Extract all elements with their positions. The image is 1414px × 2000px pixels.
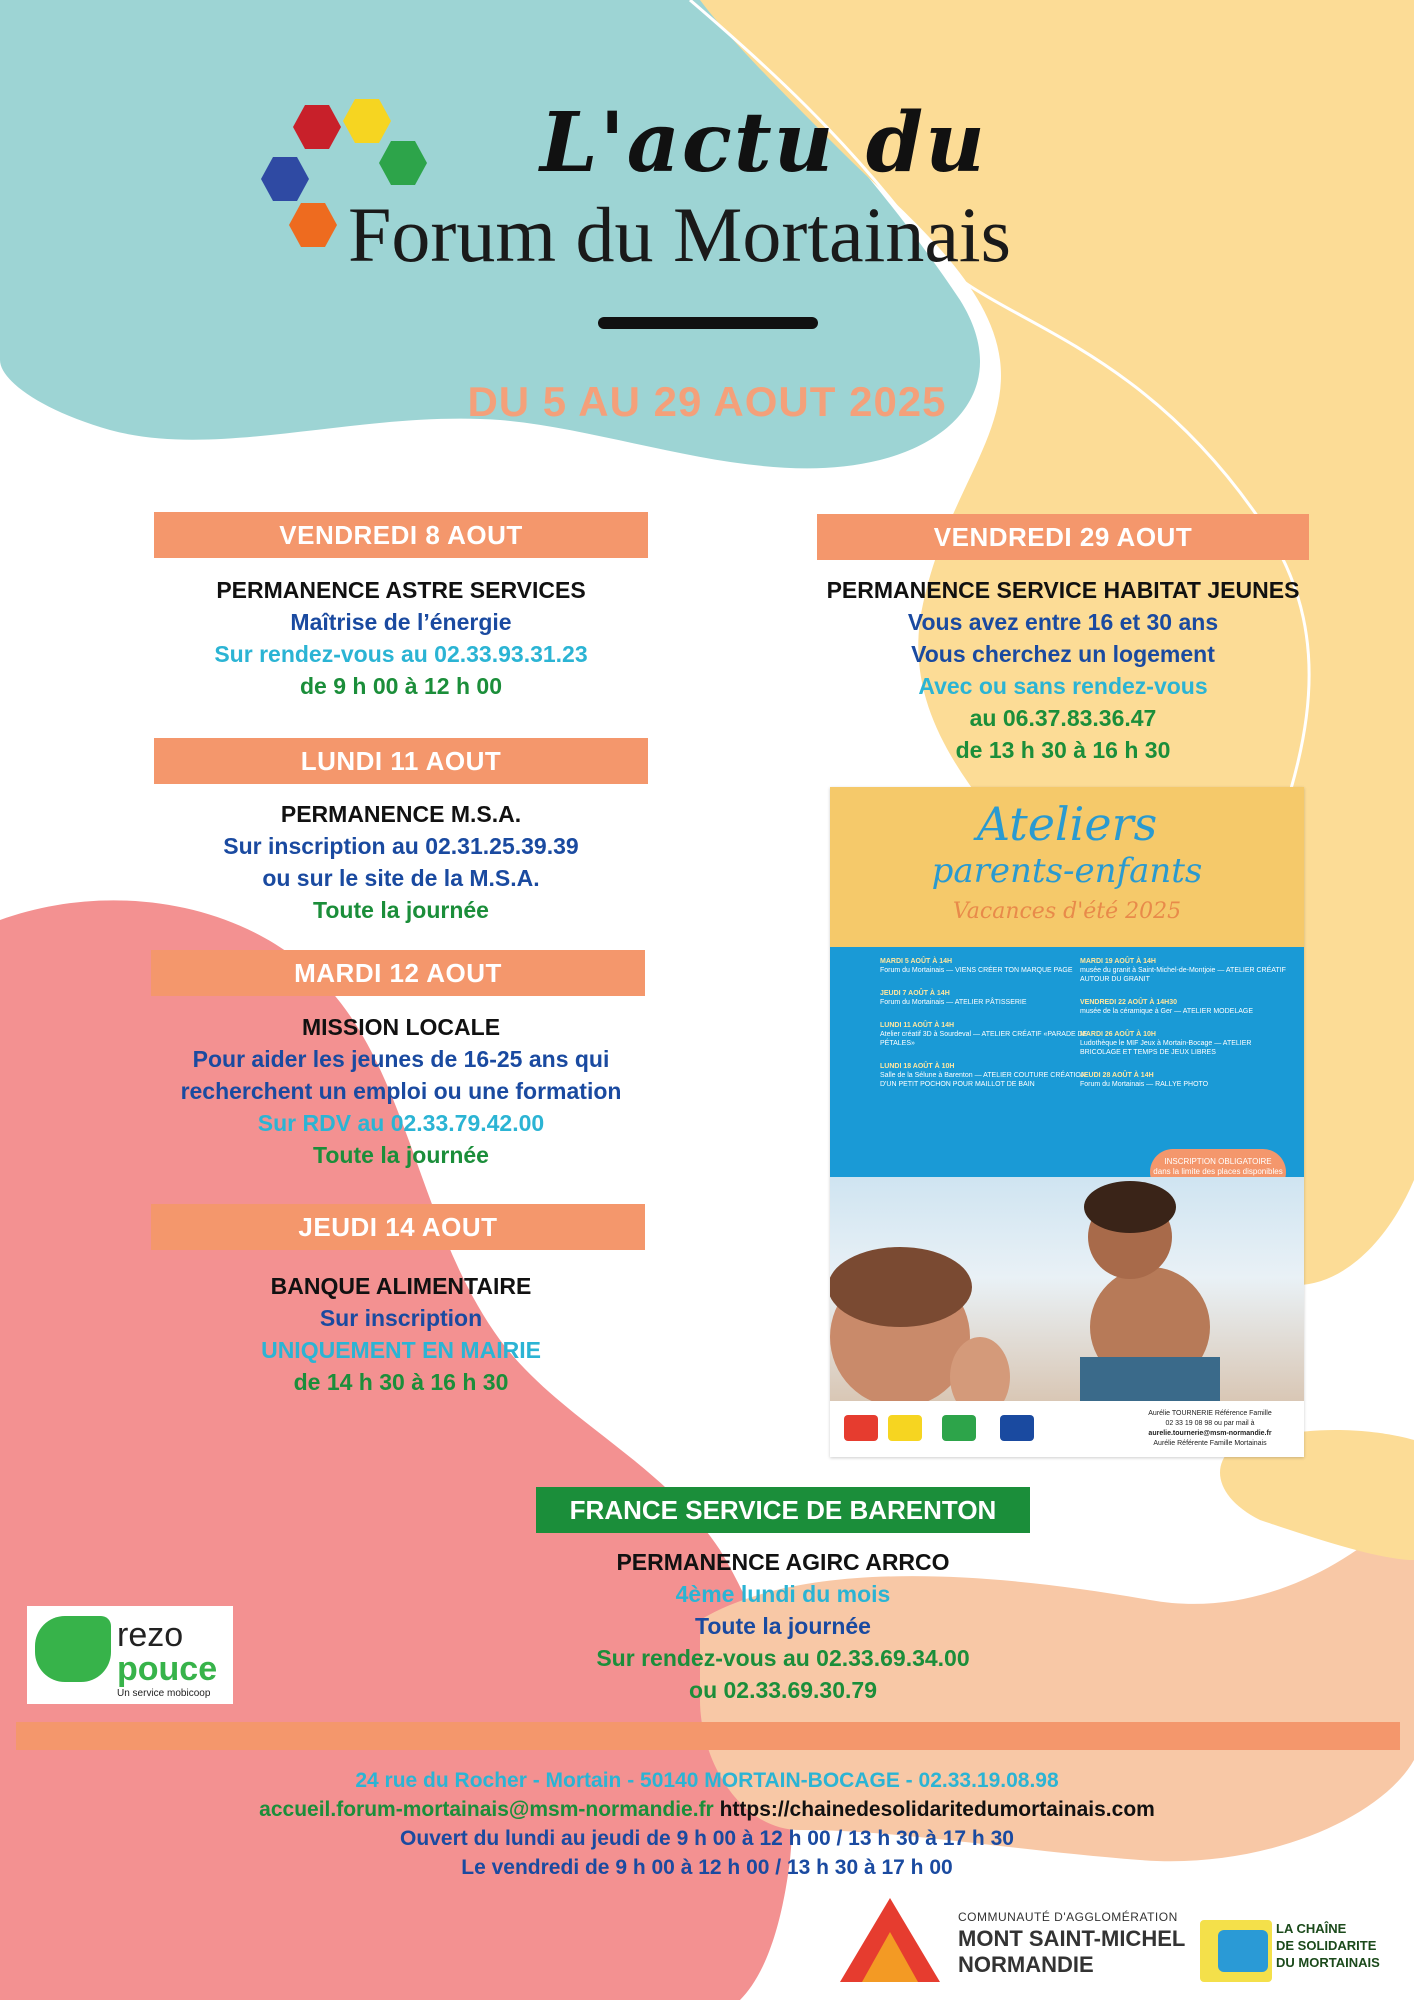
- csm-line: DU MORTAINAIS: [1276, 1955, 1380, 1970]
- event-block-habitat-jeunes: [783, 574, 1343, 766]
- poster-event-text: Atelier créatif 3D à Sourdeval — ATELIER CRÉATIF «PARADE DE PÉTALES»: [880, 1031, 1088, 1047]
- footer-email[interactable]: accueil.forum-mortainais@msm-normandie.fr: [259, 1798, 714, 1821]
- caf-logo-icon: [1000, 1415, 1034, 1441]
- poster-contact-line: Aurélie Référente Famille Mortainais: [1153, 1440, 1267, 1447]
- event-block-msa: [104, 798, 698, 926]
- poster-event-text: Salle de la Sélune à Barenton — ATELIER COUTURE CRÉATION D'UN PETIT POCHON POUR MAILLOT DE BAIN: [880, 1072, 1086, 1088]
- poster-contact-line: 02 33 19 08 98 ou par mail à: [1165, 1420, 1255, 1427]
- poster-event-date: MARDI 19 AOÛT À 14H: [1080, 958, 1156, 965]
- day-bar-lundi-11: LUNDI 11 AOUT: [154, 738, 648, 784]
- event-line: UNIQUEMENT EN MAIRIE: [261, 1337, 541, 1363]
- family-photo: [830, 1177, 1304, 1401]
- event-line: Sur RDV au 02.33.79.42.00: [257, 1110, 545, 1136]
- event-line: Toute la journée: [695, 1613, 871, 1639]
- footer-links: [0, 1795, 1414, 1824]
- msm-line1: COMMUNAUTÉ D'AGGLOMÉRATION: [958, 1910, 1178, 1924]
- event-line: ou 02.33.69.30.79: [689, 1677, 877, 1703]
- event-line: Sur rendez-vous au 02.33.69.34.00: [596, 1645, 970, 1671]
- poster-event: [1080, 998, 1290, 1016]
- poster-season: Vacances d'été 2025: [952, 899, 1182, 924]
- event-line: Vous avez entre 16 et 30 ans: [907, 609, 1219, 635]
- poster-event-text: musée de la céramique à Ger — ATELIER MODELAGE: [1080, 1008, 1253, 1015]
- poster-event-date: LUNDI 18 AOÛT À 10H: [880, 1063, 955, 1070]
- header-script-title: L'actu du: [540, 95, 987, 191]
- event-line: BANQUE ALIMENTAIRE: [270, 1273, 532, 1299]
- event-block-banque-alimentaire: [104, 1270, 698, 1398]
- event-line: PERMANENCE ASTRE SERVICES: [216, 577, 586, 603]
- poster-event-date: JEUDI 28 AOÛT À 14H: [1080, 1072, 1154, 1079]
- hands-inner-icon: [1218, 1930, 1268, 1972]
- footer-website[interactable]: https://chainedesolidaritedumortainais.com: [719, 1798, 1155, 1821]
- event-line: Sur rendez-vous au 02.33.93.31.23: [214, 641, 588, 667]
- poster-event: [880, 1062, 1090, 1089]
- event-line: 4ème lundi du mois: [675, 1581, 891, 1607]
- poster-schedule: [830, 947, 1304, 1177]
- day-bar-mardi-12: MARDI 12 AOUT: [151, 950, 645, 996]
- poster-event-text: Forum du Mortainais — ATELIER PÂTISSERIE: [880, 999, 1027, 1006]
- day-bar-vendredi-29: VENDREDI 29 AOUT: [817, 514, 1309, 560]
- poster-contact-line: Aurélie TOURNERIE Référence Famille: [1148, 1410, 1272, 1417]
- poster-event-date: VENDREDI 22 AOÛT À 14H30: [1080, 999, 1177, 1006]
- event-block-mission-locale: [104, 1011, 698, 1171]
- event-line: Pour aider les jeunes de 16-25 ans qui: [192, 1046, 610, 1072]
- event-line: Toute la journée: [313, 897, 489, 923]
- forum-logo-icon: [888, 1415, 922, 1441]
- footer-contact: [0, 1766, 1414, 1882]
- csm-line: DE SOLIDARITE: [1276, 1938, 1377, 1953]
- poster-event: [1080, 957, 1290, 984]
- poster-event-text: Forum du Mortainais — VIENS CRÉER TON MARQUE PAGE: [880, 967, 1073, 974]
- event-line: Maîtrise de l’énergie: [290, 609, 512, 635]
- header-main-title: Forum du Mortainais: [348, 191, 1011, 278]
- event-line: Sur inscription: [319, 1305, 483, 1331]
- event-line: PERMANENCE M.S.A.: [280, 801, 522, 827]
- date-range: DU 5 AU 29 AOUT 2025: [467, 378, 947, 425]
- event-line: MISSION LOCALE: [301, 1014, 501, 1040]
- poster-event-date: MARDI 5 AOÛT À 14H: [880, 958, 953, 965]
- day-bar-jeudi-14: JEUDI 14 AOUT: [151, 1204, 645, 1250]
- poster-col-right: [1080, 957, 1290, 1103]
- poster-event-text: musée du granit à Saint-Michel-de-Montjoie — ATELIER CRÉATIF AUTOUR DU GRANIT: [1080, 967, 1286, 983]
- msm-line3: NORMANDIE: [958, 1952, 1094, 1977]
- msm-normandie-logo: [840, 1892, 1186, 1992]
- poster-event-text: Ludothèque le MIF Jeux à Mortain-Bocage — ATELIER BRICOLAGE ET TEMPS DE JEUX LIBRES: [1080, 1040, 1252, 1056]
- footer-hours-friday: Le vendredi de 9 h 00 à 12 h 00 / 13 h 30 à 17 h 00: [461, 1856, 953, 1879]
- rezo-pouce-logo: [27, 1606, 233, 1704]
- ateliers-poster: [830, 787, 1304, 1457]
- event-line: Avec ou sans rendez-vous: [918, 673, 1208, 699]
- poster-badge-text: dans la limite des places disponibles: [1153, 1167, 1283, 1176]
- msm-line2: MONT SAINT-MICHEL: [958, 1926, 1186, 1951]
- event-line: de 14 h 30 à 16 h 30: [293, 1369, 509, 1395]
- poster-event-date: JEUDI 7 AOÛT À 14H: [880, 990, 950, 997]
- poster-event: [1080, 1030, 1290, 1057]
- msm-triangle-inner-icon: [862, 1932, 918, 1982]
- poster-contact-line: aurelie.tournerie@msm-normandie.fr: [1148, 1430, 1272, 1437]
- poster-footer: [830, 1401, 1304, 1457]
- poster-event: [880, 1021, 1090, 1048]
- poster-event-date: LUNDI 11 AOÛT À 14H: [880, 1022, 955, 1029]
- france-service-bar: FRANCE SERVICE DE BARENTON: [536, 1487, 1030, 1533]
- event-line: Toute la journée: [313, 1142, 489, 1168]
- event-line: de 9 h 00 à 12 h 00: [299, 673, 502, 699]
- event-line: Vous cherchez un logement: [911, 641, 1215, 667]
- csm-text: [1276, 1920, 1396, 1971]
- msm-logo-icon: [844, 1415, 878, 1441]
- partner-logo-icon: [942, 1415, 976, 1441]
- mobicoop-text: Un service mobicoop: [117, 1688, 211, 1699]
- footer-address: 24 rue du Rocher - Mortain - 50140 MORTAIN-BOCAGE - 02.33.19.08.98: [355, 1769, 1059, 1792]
- poster-event: [880, 957, 1090, 975]
- footer-stripe: [16, 1722, 1400, 1750]
- poster-contact: [1120, 1409, 1300, 1449]
- rezo-text: rezo: [117, 1616, 184, 1654]
- poster-event-date: MARDI 26 AOÛT À 10H: [1080, 1031, 1156, 1038]
- poster-title: Ateliers: [976, 797, 1158, 851]
- footer-hours-weekdays: Ouvert du lundi au jeudi de 9 h 00 à 12 h 00 / 13 h 30 à 17 h 30: [400, 1827, 1014, 1850]
- event-line: recherchent un emploi ou une formation: [180, 1078, 622, 1104]
- event-line: ou sur le site de la M.S.A.: [262, 865, 540, 891]
- poster-event: [880, 989, 1090, 1007]
- day-bar-vendredi-8: VENDREDI 8 AOUT: [154, 512, 648, 558]
- pouce-text: pouce: [117, 1650, 218, 1688]
- poster-badge-title: INSCRIPTION OBLIGATOIRE: [1164, 1157, 1272, 1166]
- poster-header: [830, 787, 1304, 947]
- event-line: au 06.37.83.36.47: [969, 705, 1157, 731]
- event-line: Sur inscription au 02.31.25.39.39: [223, 833, 579, 859]
- chaine-solidarite-logo: [1200, 1920, 1400, 1990]
- event-line: PERMANENCE SERVICE HABITAT JEUNES: [826, 577, 1300, 603]
- event-block-astre: [104, 574, 698, 702]
- family-photo-illustration: [830, 1177, 1304, 1401]
- poster-subtitle: parents-enfants: [931, 851, 1203, 891]
- poster-col-left: [880, 957, 1090, 1103]
- thumb-icon: [35, 1616, 111, 1682]
- event-line: PERMANENCE AGIRC ARRCO: [616, 1549, 950, 1575]
- event-block-agirc-arrco: [486, 1546, 1080, 1706]
- poster-event: [1080, 1071, 1290, 1089]
- header-divider: [598, 317, 818, 329]
- csm-line: LA CHAÎNE: [1276, 1921, 1347, 1936]
- event-line: de 13 h 30 à 16 h 30: [955, 737, 1171, 763]
- poster-event-text: Forum du Mortainais — RALLYE PHOTO: [1080, 1081, 1209, 1088]
